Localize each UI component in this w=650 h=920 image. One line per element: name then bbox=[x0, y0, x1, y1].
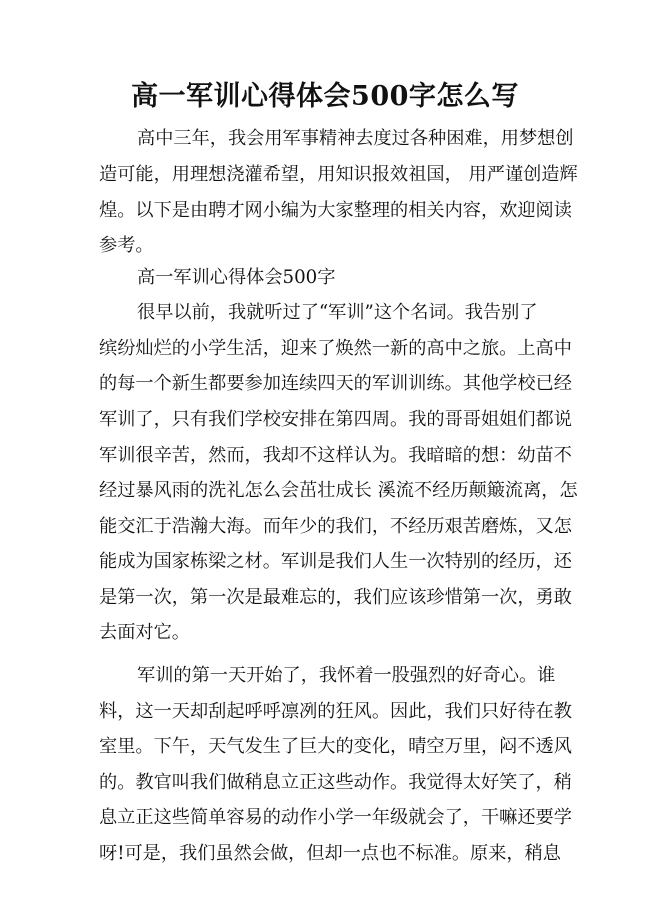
paragraph1-line-9: 是第一次，第一次是最难忘的，我们应该珍惜第一次，勇敢 bbox=[99, 587, 572, 608]
paragraph2-line-1: 军训的第一天开始了，我怀着一股强烈的好奇心。谁 bbox=[137, 665, 556, 686]
paragraph2-line-4: 的。教官叫我们做稍息立正这些动作。我觉得太好笑了，稍 bbox=[99, 772, 572, 793]
intro-line-2: 造可能，用理想浇灌希望，用知识报效祖国， 用严谨创造辉 bbox=[99, 164, 578, 185]
section-subtitle: 高一军训心得体会500字 bbox=[137, 267, 336, 288]
paragraph2-line-2: 料，这一天却刮起呼呼凛冽的狂风。因此，我们只好待在教 bbox=[99, 701, 572, 722]
paragraph2-line-6: 呀!可是，我们虽然会做，但却一点也不标准。原来，稍息 bbox=[99, 843, 561, 864]
paragraph1-line-7: 能交汇于浩瀚大海。而年少的我们，不经历艰苦磨炼，又怎 bbox=[99, 516, 572, 537]
intro-line-3: 煌。以下是由聘才网小编为大家整理的相关内容，欢迎阅读 bbox=[99, 200, 572, 221]
paragraph1-line-1: 很早以前，我就听过了“军训”这个名词。我告别了 bbox=[137, 302, 538, 323]
paragraph1-line-4: 军训了，只有我们学校安排在第四周。我的哥哥姐姐们都说 bbox=[99, 409, 572, 430]
paragraph2-line-5: 息立正这些简单容易的动作小学一年级就会了，干嘛还要学 bbox=[99, 807, 572, 828]
paragraph1-line-6: 经过暴风雨的洗礼怎么会茁壮成长 溪流不经历颠簸流离，怎 bbox=[99, 480, 578, 501]
document-title: 高一军训心得体会500字怎么写 bbox=[131, 81, 519, 112]
intro-line-1: 高中三年，我会用军事精神去度过各种困难，用梦想创 bbox=[137, 128, 574, 149]
intro-line-4: 参考。 bbox=[99, 235, 154, 256]
paragraph2-line-3: 室里。下午，天气发生了巨大的变化，晴空万里，闷不透风 bbox=[99, 736, 572, 757]
paragraph1-line-5: 军训很辛苦，然而，我却不这样认为。我暗暗的想：幼苗不 bbox=[99, 445, 572, 466]
paragraph1-line-2: 缤纷灿烂的小学生活，迎来了焕然一新的高中之旅。上高中 bbox=[99, 338, 572, 359]
paragraph1-line-10: 去面对它。 bbox=[99, 622, 190, 643]
paragraph1-line-8: 能成为国家栋梁之材。军训是我们人生一次特别的经历，还 bbox=[99, 551, 572, 572]
paragraph1-line-3: 的每一个新生都要参加连续四天的军训训练。其他学校已经 bbox=[99, 373, 572, 394]
